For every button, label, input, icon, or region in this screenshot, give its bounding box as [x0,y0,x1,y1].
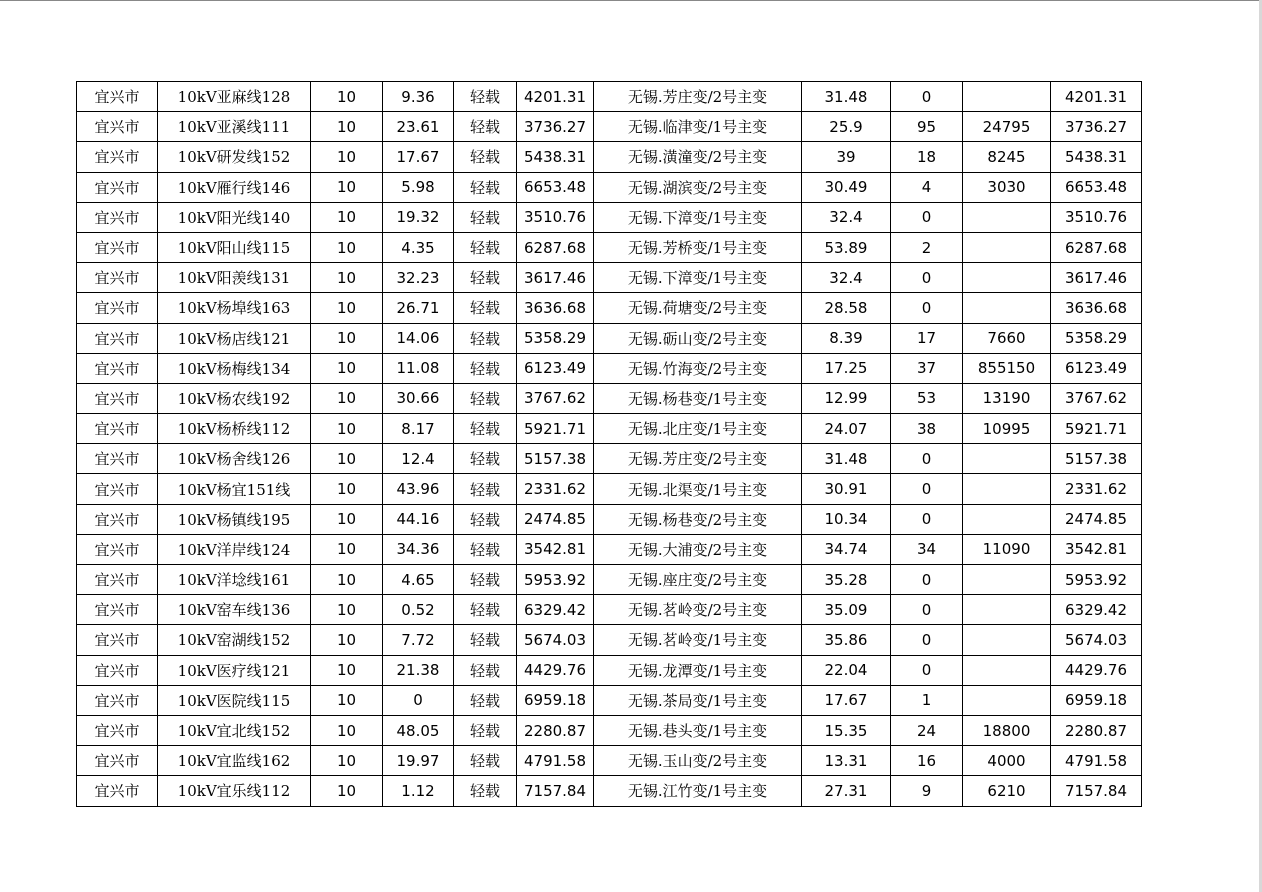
feeder-load-table [76,81,1142,807]
city-cell: 宜兴市 [77,474,158,504]
line-name-cell: 10kV杨桥线112 [158,414,311,444]
voltage-cell: 10 [311,746,383,776]
line-name-cell: 10kV亚溪线111 [158,112,311,142]
voltage-cell: 10 [311,142,383,172]
total-cell: 2474.85 [1051,504,1142,534]
value-cell [963,82,1051,112]
transformer-load-cell: 12.99 [802,383,891,413]
count-cell: 9 [891,776,963,806]
capacity-cell: 6959.18 [517,685,594,715]
voltage-cell: 10 [311,444,383,474]
total-cell: 3510.76 [1051,202,1142,232]
count-cell: 95 [891,112,963,142]
value-cell [963,202,1051,232]
capacity-cell: 3510.76 [517,202,594,232]
load-status-cell: 轻载 [454,685,517,715]
load-status-cell: 轻载 [454,746,517,776]
value-cell: 24795 [963,112,1051,142]
transformer-load-cell: 31.48 [802,444,891,474]
value-cell [963,444,1051,474]
line-name-cell: 10kV医疗线121 [158,655,311,685]
count-cell: 0 [891,625,963,655]
total-cell: 5674.03 [1051,625,1142,655]
line-name-cell: 10kV窑车线136 [158,595,311,625]
total-cell: 6287.68 [1051,232,1142,262]
load-status-cell: 轻载 [454,202,517,232]
total-cell: 7157.84 [1051,776,1142,806]
substation-cell: 无锡.杨巷变/1号主变 [594,383,802,413]
substation-cell: 无锡.潢潼变/2号主变 [594,142,802,172]
load-rate-cell: 4.65 [383,565,454,595]
line-name-cell: 10kV洋岸线124 [158,534,311,564]
load-status-cell: 轻载 [454,414,517,444]
capacity-cell: 5921.71 [517,414,594,444]
table-row [77,323,1142,353]
transformer-load-cell: 30.49 [802,172,891,202]
load-status-cell: 轻载 [454,534,517,564]
count-cell: 0 [891,82,963,112]
load-rate-cell: 44.16 [383,504,454,534]
voltage-cell: 10 [311,263,383,293]
substation-cell: 无锡.大浦变/2号主变 [594,534,802,564]
city-cell: 宜兴市 [77,142,158,172]
total-cell: 5438.31 [1051,142,1142,172]
transformer-load-cell: 53.89 [802,232,891,262]
city-cell: 宜兴市 [77,263,158,293]
count-cell: 53 [891,383,963,413]
table-row [77,776,1142,806]
table-row [77,534,1142,564]
line-name-cell: 10kV杨舍线126 [158,444,311,474]
capacity-cell: 3736.27 [517,112,594,142]
capacity-cell: 6329.42 [517,595,594,625]
count-cell: 17 [891,323,963,353]
line-name-cell: 10kV杨店线121 [158,323,311,353]
capacity-cell: 3767.62 [517,383,594,413]
total-cell: 3636.68 [1051,293,1142,323]
load-rate-cell: 17.67 [383,142,454,172]
line-name-cell: 10kV宜北线152 [158,715,311,745]
count-cell: 0 [891,655,963,685]
voltage-cell: 10 [311,595,383,625]
capacity-cell: 4429.76 [517,655,594,685]
substation-cell: 无锡.荷塘变/2号主变 [594,293,802,323]
load-status-cell: 轻载 [454,625,517,655]
load-rate-cell: 23.61 [383,112,454,142]
load-status-cell: 轻载 [454,504,517,534]
transformer-load-cell: 22.04 [802,655,891,685]
voltage-cell: 10 [311,172,383,202]
transformer-load-cell: 28.58 [802,293,891,323]
load-rate-cell: 11.08 [383,353,454,383]
load-status-cell: 轻载 [454,474,517,504]
table-row [77,595,1142,625]
voltage-cell: 10 [311,414,383,444]
value-cell: 855150 [963,353,1051,383]
table-row [77,293,1142,323]
voltage-cell: 10 [311,565,383,595]
substation-cell: 无锡.北渠变/1号主变 [594,474,802,504]
table-row [77,655,1142,685]
transformer-load-cell: 35.86 [802,625,891,655]
substation-cell: 无锡.北庄变/1号主变 [594,414,802,444]
total-cell: 3767.62 [1051,383,1142,413]
substation-cell: 无锡.湖滨变/2号主变 [594,172,802,202]
voltage-cell: 10 [311,534,383,564]
voltage-cell: 10 [311,202,383,232]
load-status-cell: 轻载 [454,715,517,745]
total-cell: 6329.42 [1051,595,1142,625]
table-row [77,202,1142,232]
line-name-cell: 10kV亚麻线128 [158,82,311,112]
line-name-cell: 10kV阳光线140 [158,202,311,232]
substation-cell: 无锡.芳庄变/2号主变 [594,444,802,474]
table-row [77,565,1142,595]
capacity-cell: 5358.29 [517,323,594,353]
capacity-cell: 6123.49 [517,353,594,383]
city-cell: 宜兴市 [77,746,158,776]
city-cell: 宜兴市 [77,202,158,232]
capacity-cell: 4791.58 [517,746,594,776]
transformer-load-cell: 34.74 [802,534,891,564]
voltage-cell: 10 [311,504,383,534]
voltage-cell: 10 [311,625,383,655]
load-status-cell: 轻载 [454,293,517,323]
total-cell: 5358.29 [1051,323,1142,353]
transformer-load-cell: 17.67 [802,685,891,715]
capacity-cell: 3636.68 [517,293,594,323]
table-row [77,474,1142,504]
substation-cell: 无锡.座庄变/2号主变 [594,565,802,595]
voltage-cell: 10 [311,474,383,504]
line-name-cell: 10kV研发线152 [158,142,311,172]
substation-cell: 无锡.砺山变/2号主变 [594,323,802,353]
total-cell: 4791.58 [1051,746,1142,776]
count-cell: 24 [891,715,963,745]
line-name-cell: 10kV杨镇线195 [158,504,311,534]
value-cell [963,232,1051,262]
load-status-cell: 轻载 [454,565,517,595]
load-rate-cell: 12.4 [383,444,454,474]
load-status-cell: 轻载 [454,82,517,112]
line-name-cell: 10kV阳山线115 [158,232,311,262]
table-row [77,414,1142,444]
city-cell: 宜兴市 [77,534,158,564]
transformer-load-cell: 30.91 [802,474,891,504]
load-status-cell: 轻载 [454,595,517,625]
capacity-cell: 5674.03 [517,625,594,655]
value-cell [963,504,1051,534]
value-cell [963,685,1051,715]
voltage-cell: 10 [311,112,383,142]
total-cell: 2331.62 [1051,474,1142,504]
transformer-load-cell: 25.9 [802,112,891,142]
capacity-cell: 4201.31 [517,82,594,112]
total-cell: 6123.49 [1051,353,1142,383]
load-rate-cell: 7.72 [383,625,454,655]
count-cell: 0 [891,293,963,323]
load-status-cell: 轻载 [454,232,517,262]
transformer-load-cell: 13.31 [802,746,891,776]
line-name-cell: 10kV医院线115 [158,685,311,715]
total-cell: 3617.46 [1051,263,1142,293]
table-row [77,112,1142,142]
load-status-cell: 轻载 [454,383,517,413]
voltage-cell: 10 [311,715,383,745]
load-status-cell: 轻载 [454,444,517,474]
value-cell [963,595,1051,625]
line-name-cell: 10kV洋埝线161 [158,565,311,595]
line-name-cell: 10kV宜监线162 [158,746,311,776]
city-cell: 宜兴市 [77,565,158,595]
value-cell: 8245 [963,142,1051,172]
total-cell: 4429.76 [1051,655,1142,685]
city-cell: 宜兴市 [77,776,158,806]
line-name-cell: 10kV杨农线192 [158,383,311,413]
capacity-cell: 7157.84 [517,776,594,806]
count-cell: 0 [891,565,963,595]
transformer-load-cell: 8.39 [802,323,891,353]
capacity-cell: 3617.46 [517,263,594,293]
total-cell: 6959.18 [1051,685,1142,715]
voltage-cell: 10 [311,323,383,353]
table-row [77,383,1142,413]
voltage-cell: 10 [311,383,383,413]
value-cell: 3030 [963,172,1051,202]
table-row [77,444,1142,474]
load-rate-cell: 8.17 [383,414,454,444]
total-cell: 2280.87 [1051,715,1142,745]
load-status-cell: 轻载 [454,776,517,806]
table-row [77,172,1142,202]
capacity-cell: 5157.38 [517,444,594,474]
count-cell: 1 [891,685,963,715]
load-rate-cell: 26.71 [383,293,454,323]
total-cell: 6653.48 [1051,172,1142,202]
transformer-load-cell: 32.4 [802,202,891,232]
city-cell: 宜兴市 [77,595,158,625]
value-cell: 6210 [963,776,1051,806]
count-cell: 37 [891,353,963,383]
line-name-cell: 10kV雁行线146 [158,172,311,202]
capacity-cell: 6653.48 [517,172,594,202]
capacity-cell: 3542.81 [517,534,594,564]
city-cell: 宜兴市 [77,232,158,262]
transformer-load-cell: 39 [802,142,891,172]
substation-cell: 无锡.巷头变/1号主变 [594,715,802,745]
substation-cell: 无锡.杨巷变/2号主变 [594,504,802,534]
count-cell: 2 [891,232,963,262]
table-row [77,504,1142,534]
city-cell: 宜兴市 [77,625,158,655]
count-cell: 0 [891,202,963,232]
substation-cell: 无锡.临津变/1号主变 [594,112,802,142]
substation-cell: 无锡.茗岭变/1号主变 [594,625,802,655]
transformer-load-cell: 15.35 [802,715,891,745]
value-cell [963,655,1051,685]
count-cell: 0 [891,504,963,534]
transformer-load-cell: 31.48 [802,82,891,112]
value-cell [963,293,1051,323]
substation-cell: 无锡.芳桥变/1号主变 [594,232,802,262]
capacity-cell: 2280.87 [517,715,594,745]
city-cell: 宜兴市 [77,293,158,323]
table-row [77,82,1142,112]
count-cell: 0 [891,595,963,625]
capacity-cell: 2474.85 [517,504,594,534]
table-row [77,232,1142,262]
count-cell: 0 [891,474,963,504]
load-status-cell: 轻载 [454,655,517,685]
count-cell: 38 [891,414,963,444]
voltage-cell: 10 [311,82,383,112]
count-cell: 0 [891,263,963,293]
total-cell: 3736.27 [1051,112,1142,142]
line-name-cell: 10kV杨埠线163 [158,293,311,323]
load-rate-cell: 30.66 [383,383,454,413]
transformer-load-cell: 35.28 [802,565,891,595]
substation-cell: 无锡.下漳变/1号主变 [594,202,802,232]
city-cell: 宜兴市 [77,715,158,745]
voltage-cell: 10 [311,232,383,262]
voltage-cell: 10 [311,776,383,806]
load-status-cell: 轻载 [454,353,517,383]
count-cell: 34 [891,534,963,564]
count-cell: 4 [891,172,963,202]
table-row [77,625,1142,655]
capacity-cell: 2331.62 [517,474,594,504]
load-status-cell: 轻载 [454,172,517,202]
load-rate-cell: 43.96 [383,474,454,504]
city-cell: 宜兴市 [77,353,158,383]
substation-cell: 无锡.下漳变/1号主变 [594,263,802,293]
value-cell: 11090 [963,534,1051,564]
line-name-cell: 10kV阳羡线131 [158,263,311,293]
total-cell: 5921.71 [1051,414,1142,444]
line-name-cell: 10kV杨梅线134 [158,353,311,383]
load-rate-cell: 1.12 [383,776,454,806]
substation-cell: 无锡.茶局变/1号主变 [594,685,802,715]
load-rate-cell: 14.06 [383,323,454,353]
capacity-cell: 5438.31 [517,142,594,172]
load-status-cell: 轻载 [454,323,517,353]
load-rate-cell: 0 [383,685,454,715]
value-cell [963,474,1051,504]
city-cell: 宜兴市 [77,685,158,715]
substation-cell: 无锡.竹海变/2号主变 [594,353,802,383]
line-name-cell: 10kV杨宜151线 [158,474,311,504]
value-cell: 7660 [963,323,1051,353]
city-cell: 宜兴市 [77,323,158,353]
transformer-load-cell: 32.4 [802,263,891,293]
value-cell [963,565,1051,595]
transformer-load-cell: 24.07 [802,414,891,444]
line-name-cell: 10kV宜乐线112 [158,776,311,806]
load-rate-cell: 4.35 [383,232,454,262]
total-cell: 4201.31 [1051,82,1142,112]
city-cell: 宜兴市 [77,383,158,413]
total-cell: 3542.81 [1051,534,1142,564]
count-cell: 18 [891,142,963,172]
value-cell: 18800 [963,715,1051,745]
substation-cell: 无锡.茗岭变/2号主变 [594,595,802,625]
city-cell: 宜兴市 [77,172,158,202]
load-status-cell: 轻载 [454,263,517,293]
table-row [77,746,1142,776]
load-rate-cell: 32.23 [383,263,454,293]
load-status-cell: 轻载 [454,112,517,142]
voltage-cell: 10 [311,685,383,715]
table-row [77,353,1142,383]
load-rate-cell: 34.36 [383,534,454,564]
load-rate-cell: 21.38 [383,655,454,685]
city-cell: 宜兴市 [77,82,158,112]
load-rate-cell: 5.98 [383,172,454,202]
voltage-cell: 10 [311,353,383,383]
load-rate-cell: 0.52 [383,595,454,625]
capacity-cell: 5953.92 [517,565,594,595]
value-cell: 10995 [963,414,1051,444]
capacity-cell: 6287.68 [517,232,594,262]
city-cell: 宜兴市 [77,504,158,534]
transformer-load-cell: 17.25 [802,353,891,383]
value-cell [963,625,1051,655]
table-row [77,685,1142,715]
substation-cell: 无锡.江竹变/1号主变 [594,776,802,806]
count-cell: 16 [891,746,963,776]
count-cell: 0 [891,444,963,474]
load-rate-cell: 48.05 [383,715,454,745]
load-rate-cell: 19.97 [383,746,454,776]
load-rate-cell: 19.32 [383,202,454,232]
table-row [77,715,1142,745]
city-cell: 宜兴市 [77,655,158,685]
transformer-load-cell: 35.09 [802,595,891,625]
value-cell: 4000 [963,746,1051,776]
substation-cell: 无锡.玉山变/2号主变 [594,746,802,776]
voltage-cell: 10 [311,293,383,323]
voltage-cell: 10 [311,655,383,685]
value-cell: 13190 [963,383,1051,413]
value-cell [963,263,1051,293]
load-rate-cell: 9.36 [383,82,454,112]
table-row [77,263,1142,293]
transformer-load-cell: 27.31 [802,776,891,806]
transformer-load-cell: 10.34 [802,504,891,534]
total-cell: 5157.38 [1051,444,1142,474]
substation-cell: 无锡.芳庄变/2号主变 [594,82,802,112]
city-cell: 宜兴市 [77,444,158,474]
table-row [77,142,1142,172]
line-name-cell: 10kV窑湖线152 [158,625,311,655]
load-status-cell: 轻载 [454,142,517,172]
city-cell: 宜兴市 [77,414,158,444]
city-cell: 宜兴市 [77,112,158,142]
substation-cell: 无锡.龙潭变/1号主变 [594,655,802,685]
total-cell: 5953.92 [1051,565,1142,595]
